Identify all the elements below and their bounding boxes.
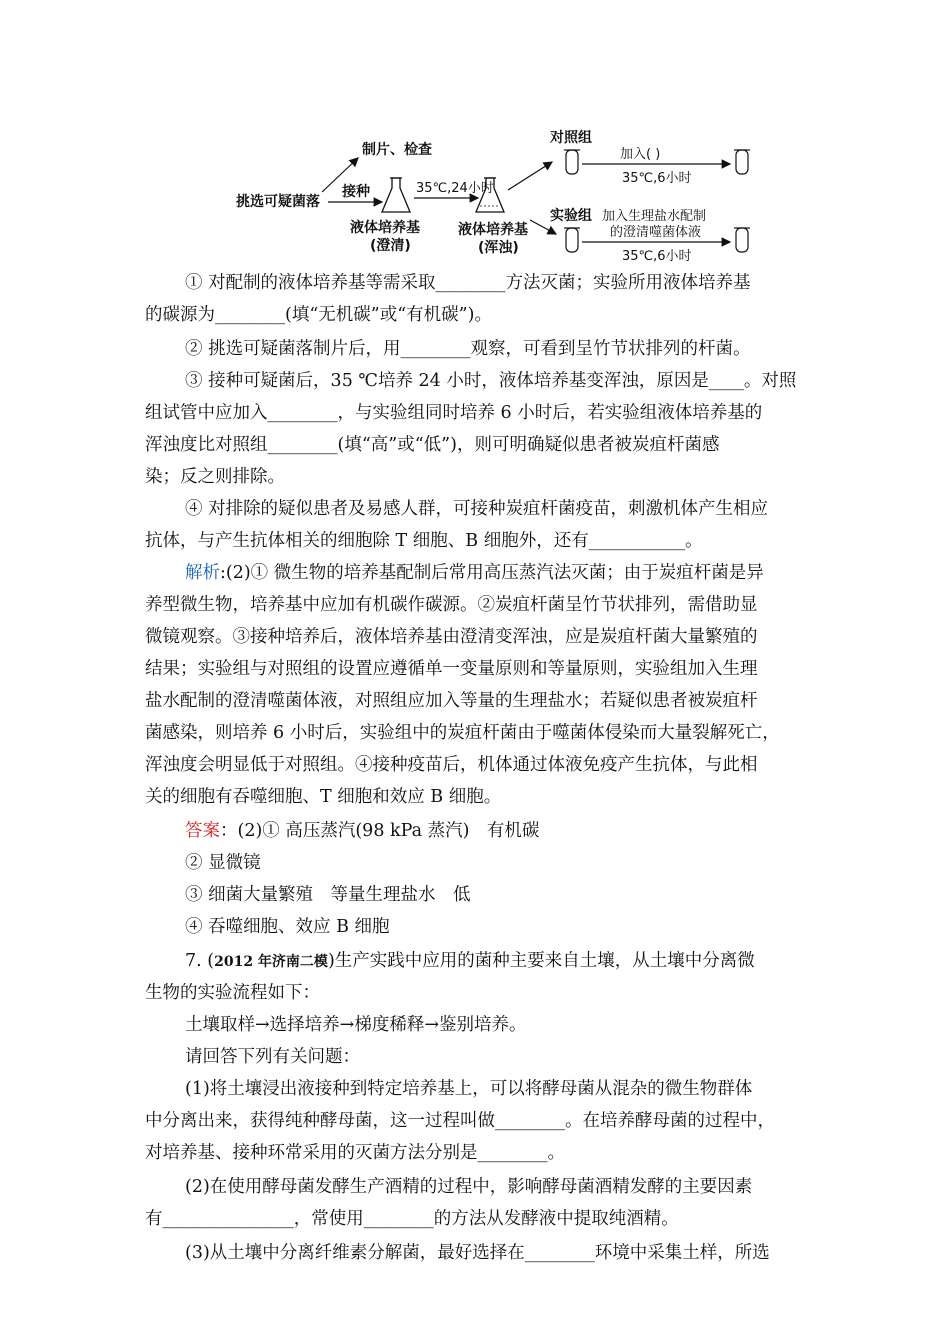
- analysis-line: 盐水配制的澄清噬菌体液，对照组应加入等量的生理盐水；若疑似患者被炭疽杆: [145, 691, 758, 711]
- pick-colony-label: 挑选可疑菌落: [236, 194, 320, 210]
- test-tube-experiment-result-icon: [734, 228, 750, 252]
- analysis-line: 养型微生物，培养基中应加有机碳作碳源。②炭疽杆菌呈竹节状排列，需借助显: [145, 595, 758, 615]
- question-line: 抗体，与产生抗体相关的细胞除 T 细胞、B 细胞外，还有___________。: [145, 531, 703, 551]
- q7-line: 中分离出来，获得纯种酵母菌，这一过程叫做________。在培养酵母菌的过程中，: [145, 1111, 775, 1131]
- flask-clear-icon: [382, 178, 410, 212]
- control-add-label: 加入( ): [620, 147, 661, 162]
- question-line: ③ 接种可疑菌后，35 ℃培养 24 小时，液体培养基变浑浊，原因是____。对照: [185, 371, 797, 391]
- incubate-label: 35℃,24小时: [416, 181, 494, 196]
- test-tube-experiment-icon: [564, 228, 580, 252]
- question-line: ② 挑选可疑菌落制片后，用________观察，可看到呈竹节状排列的杆菌。: [185, 339, 751, 359]
- q7-source: 2012 年济南二模: [214, 954, 328, 970]
- answer-label: 答案: [185, 821, 220, 841]
- answer-first-line: [185, 816, 539, 846]
- analysis-line: 浑浊度会明显低于对照组。④接种疫苗后，机体通过体液免疫产生抗体，与此相: [145, 755, 758, 775]
- experiment-group-label: 实验组: [550, 208, 592, 224]
- analysis-line: 菌感染，则培养 6 小时后，实验组中的炭疽杆菌由于噬菌体侵染而大量裂解死亡，: [145, 723, 780, 743]
- experiment-add-line1: 加入生理盐水配制: [602, 209, 707, 224]
- analysis-line: 结果；实验组与对照组的设置应遵循单一变量原则和等量原则，实验组加入生理: [145, 659, 758, 679]
- question-line: 浑浊度比对照组________(填“高”或“低”)，则可明确疑似患者被炭疽杆菌感: [145, 435, 720, 455]
- q7-line: (1)将土壤浸出液接种到特定培养基上，可以将酵母菌从混杂的微生物群体: [185, 1079, 753, 1099]
- analysis-label: 解析: [185, 563, 220, 583]
- question-line: 染；反之则排除。: [145, 467, 285, 487]
- experiment-flow-diagram: [230, 120, 790, 270]
- question-line: ① 对配制的液体培养基等需采取________方法灭菌；实验所用液体培养基: [185, 273, 751, 293]
- inoculate-label: 接种: [342, 184, 370, 200]
- medium-clear-state: (澄清): [370, 238, 411, 254]
- analysis-first-line: [185, 558, 764, 588]
- answer-line: ④ 吞噬细胞、效应 B 细胞: [185, 917, 390, 937]
- q7-line: 有_______________，常使用________的方法从发酵液中提取纯酒精。: [145, 1209, 679, 1229]
- arrow-to-control: [508, 162, 552, 190]
- question-line: 的碳源为________(填“无机碳”或“有机碳”)。: [145, 305, 492, 325]
- experiment-cond-label: 35℃,6小时: [622, 249, 692, 264]
- analysis-line: 微镜观察。③接种培养后，液体培养基由澄清变浑浊，应是炭疽杆菌大量繁殖的: [145, 627, 758, 647]
- question-line: 组试管中应加入________，与实验组同时培养 6 小时后，若实验组液体培养基的: [145, 403, 763, 423]
- analysis-line: 关的细胞有吞噬细胞、T 细胞和效应 B 细胞。: [145, 787, 502, 807]
- test-tube-control-result-icon: [734, 150, 750, 174]
- medium-turbid-label: 液体培养基: [458, 222, 528, 238]
- q7-first-rest: )生产实践中应用的菌种主要来自土壤，从土壤中分离微: [327, 951, 755, 971]
- q7-line: 生物的实验流程如下：: [145, 983, 320, 1003]
- q7-line: (3)从土壤中分离纤维素分解菌，最好选择在________环境中采集土样，所选: [185, 1243, 770, 1263]
- answer-line: ③ 细菌大量繁殖 等量生理盐水 低: [185, 885, 471, 905]
- analysis-first-text: :(2)① 微生物的培养基配制后常用高压蒸汽法灭菌；由于炭疽杆菌是异: [220, 563, 764, 583]
- test-tube-control-icon: [564, 150, 580, 174]
- q7-line: (2)在使用酵母菌发酵生产酒精的过程中，影响酵母菌酒精发酵的主要因素: [185, 1177, 753, 1197]
- control-cond-label: 35℃,6小时: [622, 171, 692, 186]
- question-line: ④ 对排除的疑似患者及易感人群，可接种炭疽杆菌疫苗，刺激机体产生相应: [185, 499, 769, 519]
- experiment-add-line2: 的澄清噬菌体液: [610, 225, 702, 240]
- q7-number: 7. (: [185, 951, 215, 971]
- q7-line: 对培养基、接种环常采用的灭菌方法分别是________。: [145, 1143, 565, 1163]
- q7-line: 土壤取样→选择培养→梯度稀释→鉴别培养。: [185, 1015, 527, 1035]
- medium-clear-label: 液体培养基: [350, 220, 420, 236]
- answer-first-text: ：(2)① 高压蒸汽(98 kPa 蒸汽) 有机碳: [220, 821, 540, 841]
- q7-first-line: [185, 946, 755, 977]
- answer-line: ② 显微镜: [185, 853, 261, 873]
- slide-check-label: 制片、检查: [362, 142, 432, 158]
- q7-line: 请回答下列有关问题：: [185, 1047, 360, 1067]
- control-group-label: 对照组: [550, 130, 592, 146]
- medium-turbid-state: (浑浊): [478, 240, 519, 256]
